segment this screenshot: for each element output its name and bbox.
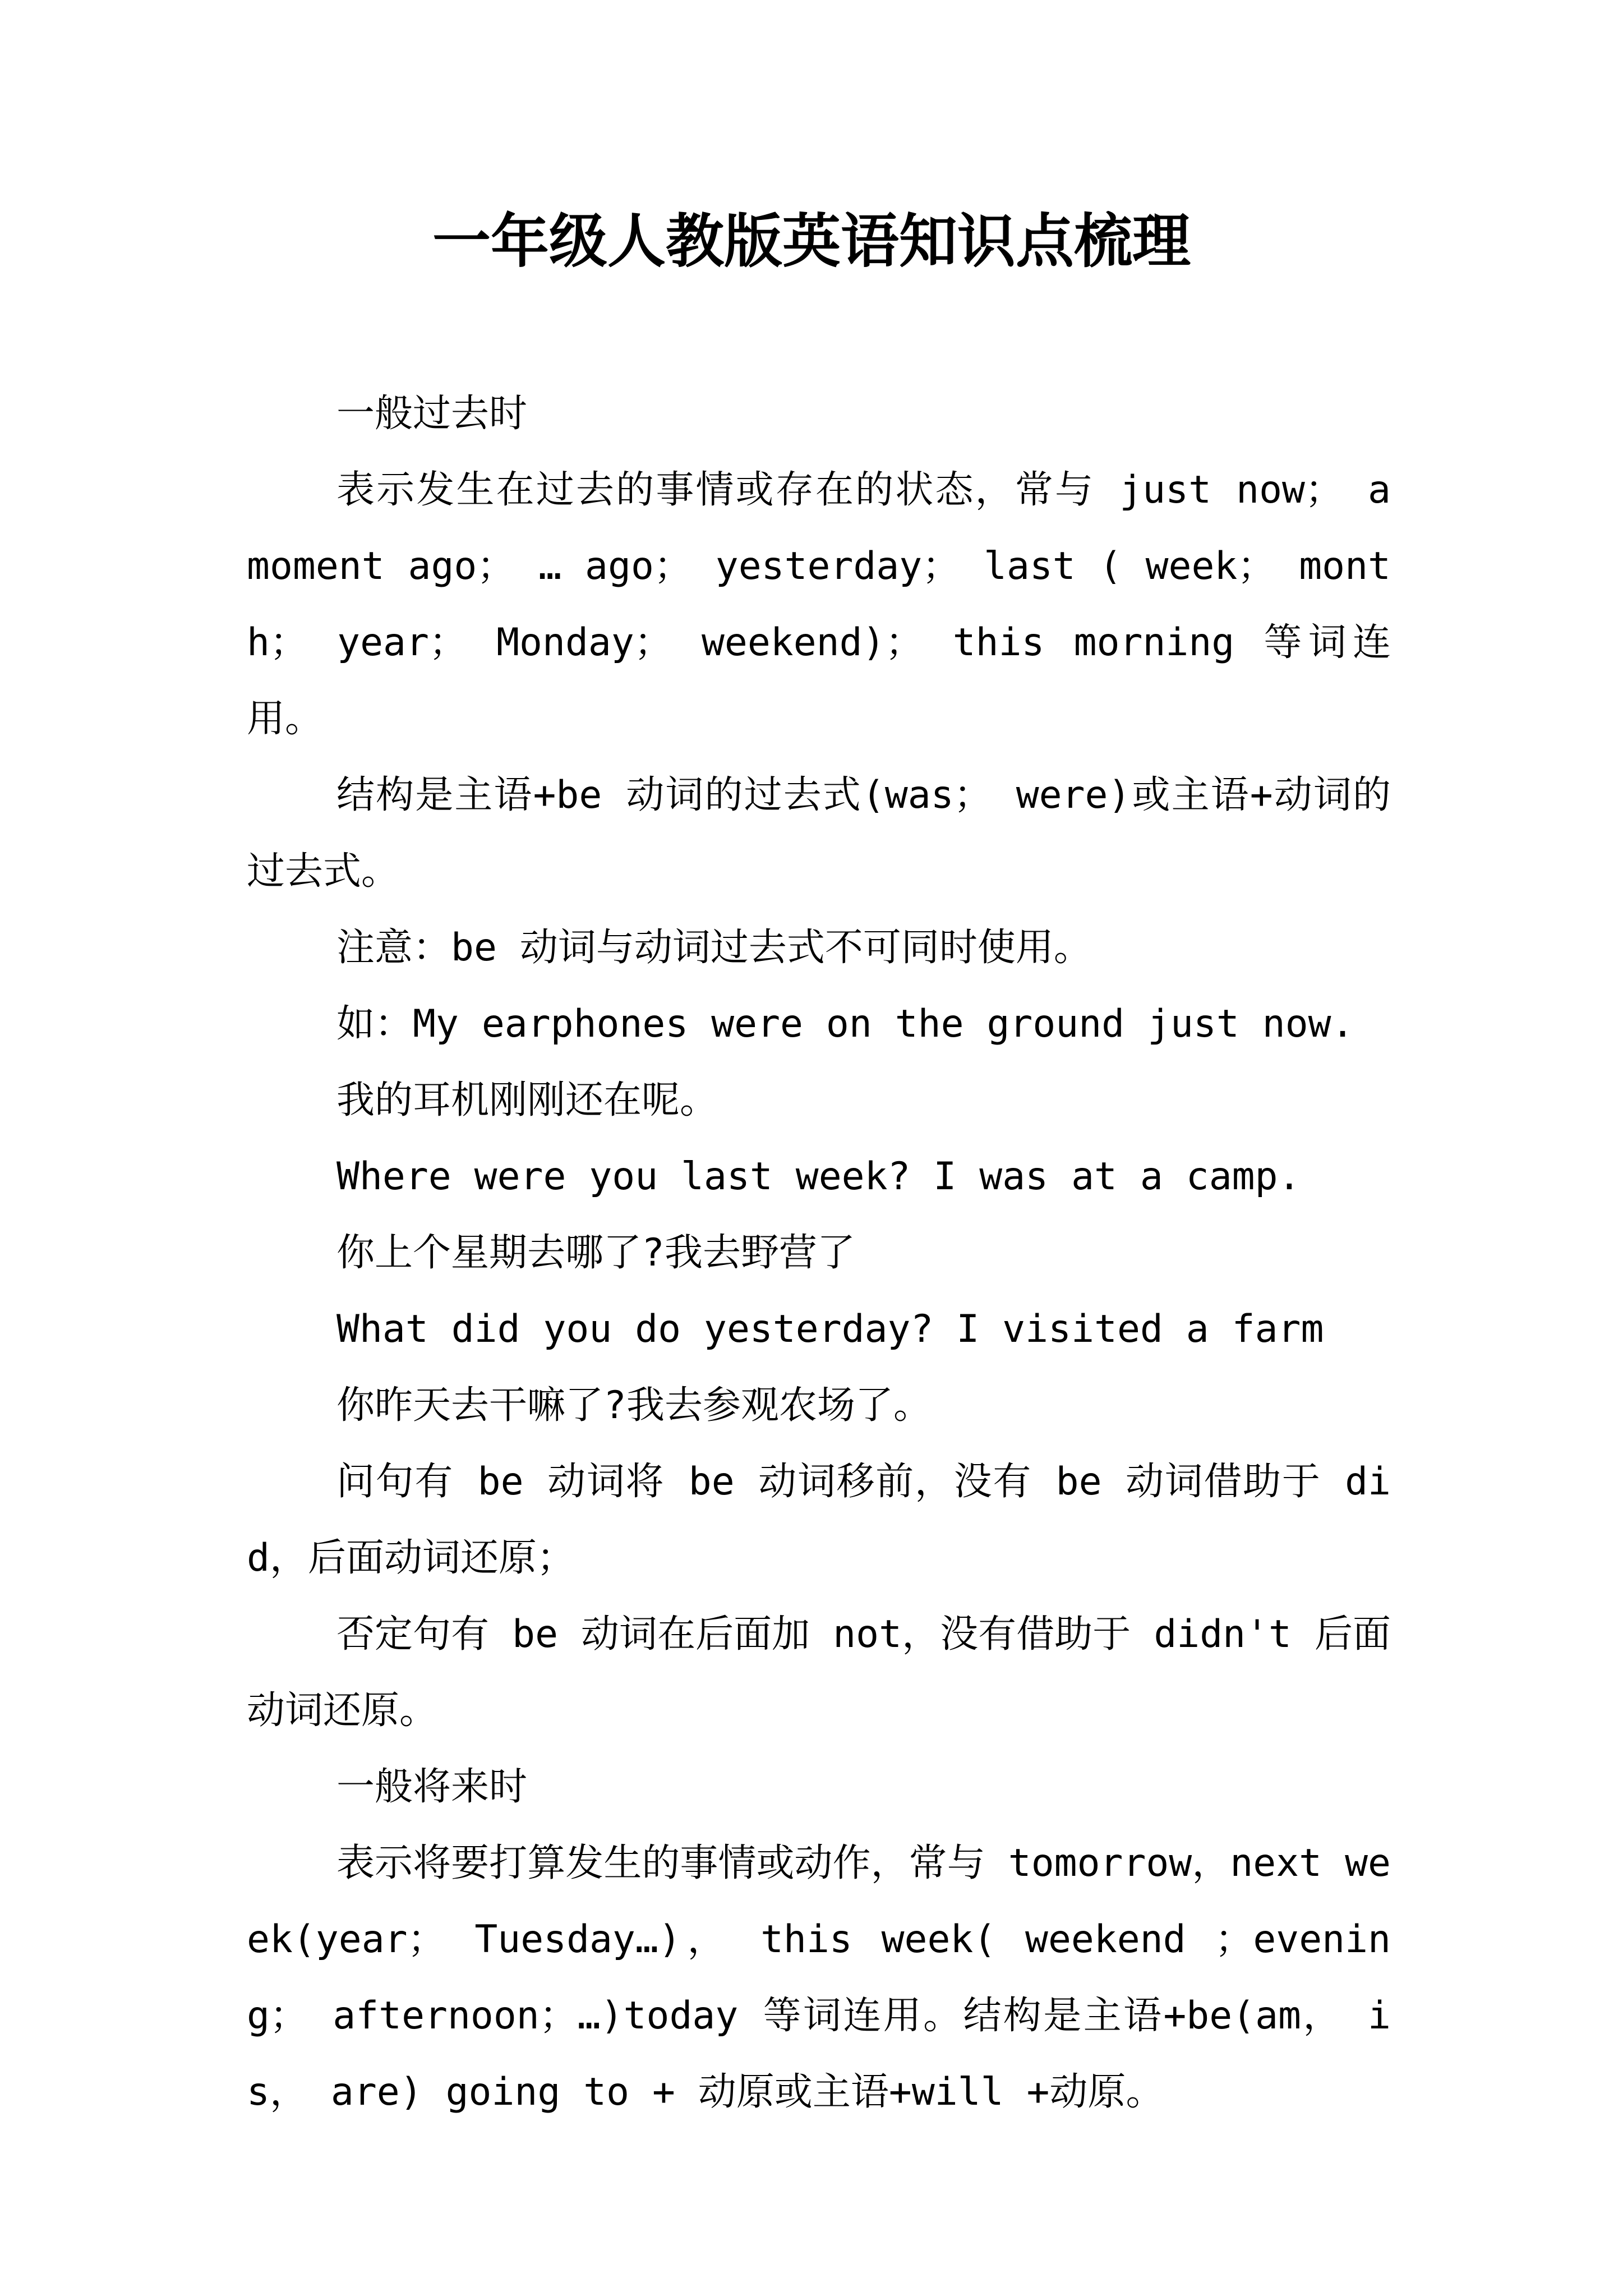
example-sentence: What did you do yesterday? I visited a farm bbox=[336, 1307, 1324, 1351]
example-sentence: Where were you last week? I was at a camp. bbox=[336, 1154, 1301, 1199]
section-heading-future-tense: 一般将来时 bbox=[336, 1765, 528, 1809]
example-sentence: 如：My earphones were on the ground just now. bbox=[336, 1002, 1354, 1046]
paragraph: 否定句有 be 动词在后面加 not，没有借助于 didn't 后面动词还原。 bbox=[247, 1612, 1391, 1733]
paragraph: 结构是主语+be 动词的过去式(was； were)或主语+动词的过去式。 bbox=[247, 773, 1391, 894]
example-translation: 我的耳机刚刚还在呢。 bbox=[336, 1078, 718, 1122]
section-heading-past-tense: 一般过去时 bbox=[336, 392, 528, 436]
example-translation: 你上个星期去哪了?我去野营了 bbox=[336, 1231, 855, 1275]
document-title: 一年级人教版英语知识点梳理 bbox=[432, 206, 1191, 275]
paragraph: 表示发生在过去的事情或存在的状态，常与 just now； a moment ago； … ago； yesterday； last ( week； month； year； Monday； weekend)； this morning 等词连用。 bbox=[247, 468, 1391, 741]
paragraph: 注意：be 动词与动词过去式不可同时使用。 bbox=[336, 926, 1092, 970]
example-translation: 你昨天去干嘛了?我去参观农场了。 bbox=[336, 1383, 932, 1428]
paragraph: 问句有 be 动词将 be 动词移前，没有 be 动词借助于 did，后面动词还原； bbox=[247, 1460, 1391, 1580]
paragraph: 表示将要打算发生的事情或动作，常与 tomorrow，next week(year； Tuesday…)， this week( weekend ；evening； afternoon；…)today 等词连用。结构是主语+be(am， is， are) going to + 动原或主语+will +动原。 bbox=[247, 1841, 1391, 2114]
document-body bbox=[247, 376, 1391, 2131]
